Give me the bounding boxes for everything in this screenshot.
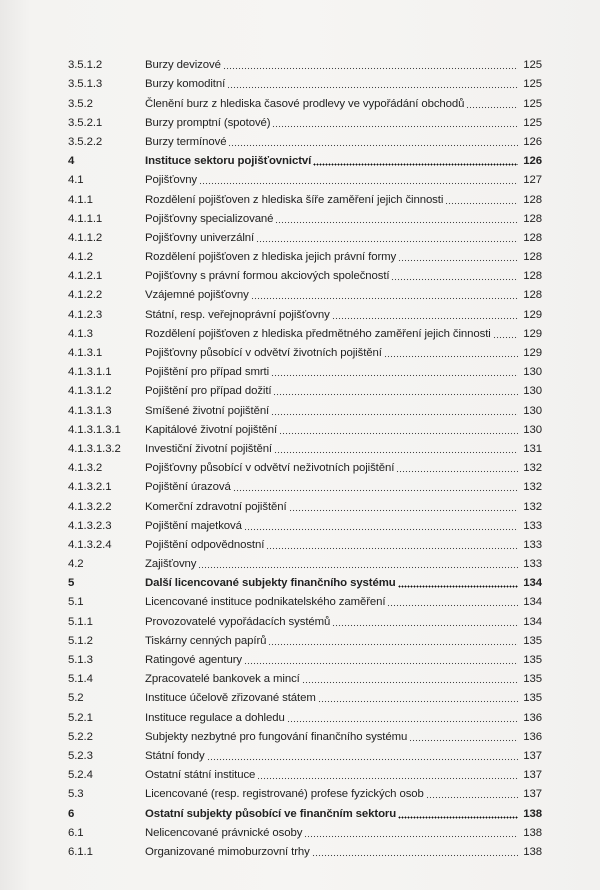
toc-row	[62, 322, 542, 341]
toc-title: Rozdělení pojišťoven z hlediska šíře zaměření jejich činnosti	[145, 193, 444, 206]
toc-entry	[145, 539, 542, 552]
toc-page-number: 125	[523, 78, 542, 91]
toc-entry	[145, 117, 542, 130]
dot-leader	[313, 163, 518, 166]
toc-row	[62, 379, 542, 398]
dot-leader	[332, 624, 518, 627]
toc-number: 4.1.2	[68, 251, 93, 264]
dot-leader	[223, 67, 518, 70]
toc-number: 4.1.2.2	[68, 289, 103, 302]
toc-entry	[145, 232, 542, 245]
toc-title: Státní fondy	[145, 749, 205, 762]
toc-entry	[145, 712, 542, 725]
toc-page-number: 131	[523, 442, 542, 455]
dot-leader	[199, 182, 518, 185]
toc-number: 5.2.1	[68, 711, 93, 724]
dot-leader	[332, 317, 518, 320]
dot-leader	[268, 643, 518, 646]
toc-title: Smíšené životní pojištění	[145, 404, 270, 417]
toc-page-number: 128	[523, 231, 542, 244]
toc-title: Pojišťovny specializované	[145, 212, 274, 225]
toc-entry	[145, 347, 542, 360]
dot-leader	[271, 413, 518, 416]
toc-row	[62, 437, 542, 456]
toc-title: Pojišťovny s právní formou akciových společností	[145, 270, 390, 283]
toc-page-number: 136	[523, 711, 542, 724]
dot-leader	[466, 106, 518, 109]
toc-title: Komerční zdravotní pojištění	[145, 500, 287, 513]
toc-number: 5.2.4	[68, 769, 93, 782]
toc-title: Pojištění majetková	[145, 519, 242, 532]
toc-number: 5	[68, 577, 75, 590]
toc-row	[62, 360, 542, 379]
toc-title: Instituce sektoru pojišťovnictví	[145, 155, 312, 168]
toc-row	[62, 609, 542, 628]
toc-row	[62, 705, 542, 724]
toc-entry	[145, 155, 542, 168]
toc-row	[62, 226, 542, 245]
toc-row	[62, 111, 542, 130]
toc-title: Kapitálové životní pojištění	[145, 423, 278, 436]
toc-number: 4.1.1	[68, 193, 93, 206]
toc-entry	[145, 750, 542, 763]
toc-page-number: 138	[523, 845, 542, 858]
toc-row	[62, 725, 542, 744]
dot-leader	[274, 451, 518, 454]
toc-page-number: 137	[523, 769, 542, 782]
toc-page-number: 129	[523, 347, 542, 359]
toc-entry	[145, 577, 542, 590]
toc-entry	[145, 673, 542, 686]
toc-title: Rozdělení pojišťoven z hlediska jejich právní formy	[145, 251, 397, 264]
dot-leader	[228, 144, 518, 147]
toc-number: 3.5.1.3	[68, 78, 103, 91]
toc-page-number: 128	[523, 193, 542, 206]
toc-entry	[145, 328, 542, 341]
toc-page-number: 129	[523, 308, 542, 321]
toc-chapter-row	[62, 571, 542, 590]
toc-number: 3.5.2.1	[68, 116, 103, 129]
toc-title: Licencované (resp. registrované) profese fyzických osob	[145, 788, 424, 801]
toc-page-number: 136	[523, 730, 542, 743]
toc-number: 4.1.3.2.2	[68, 500, 112, 513]
toc-page-number: 134	[523, 615, 542, 628]
dot-leader	[233, 489, 518, 492]
toc-page-number: 133	[523, 538, 542, 551]
toc-page-number: 128	[523, 212, 542, 225]
toc-entry	[145, 558, 542, 571]
dot-leader	[289, 509, 518, 512]
toc-entry	[145, 289, 542, 302]
toc-entry	[145, 654, 542, 667]
toc-row	[62, 514, 542, 533]
toc-entry	[145, 692, 542, 705]
toc-number: 5.2.3	[68, 749, 93, 762]
toc-row	[62, 686, 542, 705]
toc-number: 5.1.3	[68, 654, 93, 666]
toc-title: Instituce účelově zřizované státem	[145, 692, 316, 705]
toc-title: Subjekty nezbytné pro fungování finančního systému	[145, 730, 408, 743]
toc-title: Zajišťovny	[145, 558, 197, 571]
dot-leader	[409, 739, 518, 742]
toc-page-number: 132	[523, 481, 542, 494]
toc-number: 4.1	[68, 174, 84, 187]
toc-page-number: 128	[523, 289, 542, 302]
toc-number: 4.1.3.1.3.2	[68, 442, 121, 455]
toc-title: Ratingové agentury	[145, 654, 242, 666]
table-of-contents	[62, 53, 542, 859]
toc-entry	[145, 270, 542, 283]
toc-title: Vzájemné pojišťovny	[145, 289, 249, 302]
toc-entry	[145, 59, 542, 72]
toc-entry	[145, 385, 542, 398]
toc-page-number: 135	[523, 692, 542, 705]
toc-entry	[145, 788, 542, 801]
toc-entry	[145, 616, 542, 629]
dot-leader	[207, 758, 518, 761]
toc-page-number: 138	[523, 807, 542, 820]
toc-number: 6.1.1	[68, 845, 93, 858]
toc-page-number: 126	[523, 155, 542, 168]
toc-title: Organizované mimoburzovní trhy	[145, 845, 310, 858]
toc-title: Tiskárny cenných papírů	[145, 634, 267, 647]
toc-row	[62, 821, 542, 840]
toc-row	[62, 456, 542, 475]
toc-number: 4.1.3.2	[68, 462, 103, 475]
dot-leader	[384, 355, 518, 358]
toc-page-number: 128	[523, 251, 542, 264]
toc-number: 6.1	[68, 826, 84, 839]
toc-entry	[145, 251, 542, 264]
toc-title: Investiční životní pojištění	[145, 442, 272, 455]
dot-leader	[275, 221, 518, 224]
toc-entry	[145, 462, 542, 475]
toc-page-number: 135	[523, 634, 542, 647]
dot-leader	[256, 240, 518, 243]
toc-entry	[145, 846, 542, 859]
toc-number: 6	[68, 807, 75, 820]
toc-number: 5.3	[68, 788, 84, 801]
toc-title: Státní, resp. veřejnoprávní pojišťovny	[145, 308, 330, 321]
toc-title: Ostatní státní instituce	[145, 769, 256, 782]
toc-entry	[145, 405, 542, 418]
toc-title: Instituce regulace a dohledu	[145, 711, 285, 724]
toc-row	[62, 840, 542, 859]
toc-number: 4.1.2.3	[68, 308, 103, 321]
toc-number: 3.5.2.2	[68, 135, 103, 148]
toc-entry	[145, 366, 542, 379]
dot-leader	[273, 393, 518, 396]
toc-number: 5.1	[68, 596, 84, 609]
dot-leader	[198, 566, 518, 569]
toc-title: Pojištění pro případ smrti	[145, 366, 270, 379]
toc-page-number: 128	[523, 270, 542, 283]
dot-leader	[398, 816, 518, 819]
toc-entry	[145, 194, 542, 207]
toc-number: 5.1.4	[68, 673, 93, 686]
toc-page-number: 137	[523, 749, 542, 762]
toc-row	[62, 667, 542, 686]
toc-entry	[145, 309, 542, 322]
toc-page-number: 133	[523, 519, 542, 532]
toc-number: 4.2	[68, 558, 84, 571]
toc-number: 4	[68, 155, 75, 168]
toc-row	[62, 187, 542, 206]
dot-leader	[302, 681, 518, 684]
toc-row	[62, 744, 542, 763]
dot-leader	[304, 835, 518, 838]
toc-number: 4.1.2.1	[68, 270, 103, 283]
toc-row	[62, 552, 542, 571]
toc-page-number: 125	[523, 97, 542, 110]
toc-title: Nelicencované právnické osoby	[145, 826, 303, 839]
toc-page-number: 125	[523, 59, 542, 72]
toc-number: 3.5.1.2	[68, 59, 103, 72]
dot-leader	[266, 547, 518, 550]
toc-page-number: 125	[523, 116, 542, 129]
toc-row	[62, 590, 542, 609]
toc-row	[62, 207, 542, 226]
dot-leader	[251, 297, 518, 300]
dot-leader	[271, 374, 518, 377]
dot-leader	[398, 259, 518, 262]
toc-title: Zpracovatelé bankovek a mincí	[145, 673, 300, 686]
toc-entry	[145, 481, 542, 494]
toc-entry	[145, 827, 542, 840]
toc-entry	[145, 424, 542, 437]
toc-number: 4.1.3.1.3.1	[68, 423, 121, 436]
toc-entry	[145, 213, 542, 226]
toc-title: Burzy komoditní	[145, 78, 226, 91]
toc-chapter-row	[62, 801, 542, 820]
toc-row	[62, 283, 542, 302]
toc-title: Pojišťovny působící v odvětví neživotních pojištění	[145, 462, 395, 475]
toc-title: Pojišťovny univerzální	[145, 231, 255, 244]
dot-leader	[318, 700, 518, 703]
toc-entry	[145, 443, 542, 456]
toc-title: Pojištění pro případ dožití	[145, 385, 272, 398]
toc-entry	[145, 501, 542, 514]
toc-page-number: 130	[523, 366, 542, 379]
toc-title: Další licencované subjekty finančního systému	[145, 577, 396, 590]
toc-title: Členění burz z hlediska časové prodlevy ve vypořádání obchodů	[145, 97, 465, 110]
toc-number: 4.1.3.1.2	[68, 385, 112, 398]
toc-entry	[145, 174, 542, 187]
toc-entry	[145, 520, 542, 533]
dot-leader	[279, 432, 518, 435]
toc-entry	[145, 78, 542, 91]
dot-leader	[244, 662, 518, 665]
toc-entry	[145, 635, 542, 648]
toc-number: 4.1.3.1.1	[68, 366, 112, 379]
toc-entry	[145, 769, 542, 782]
toc-page-number: 135	[523, 654, 542, 666]
toc-title: Pojišťovny působící v odvětví životních pojištění	[145, 347, 382, 359]
toc-page-number: 127	[523, 174, 542, 187]
toc-row	[62, 53, 542, 72]
toc-chapter-row	[62, 149, 542, 168]
toc-title: Burzy termínové	[145, 135, 227, 148]
dot-leader	[398, 585, 518, 588]
dot-leader	[387, 604, 518, 607]
toc-page-number: 129	[523, 327, 542, 340]
toc-row	[62, 648, 542, 667]
dot-leader	[445, 202, 518, 205]
toc-page-number: 132	[523, 462, 542, 475]
toc-title: Licencované instituce podnikatelského zaměření	[145, 596, 386, 609]
toc-title: Burzy promptní (spotové)	[145, 116, 271, 129]
toc-row	[62, 494, 542, 513]
toc-page-number: 130	[523, 423, 542, 436]
dot-leader	[227, 86, 518, 89]
toc-page-number: 135	[523, 673, 542, 686]
toc-row	[62, 475, 542, 494]
toc-page-number: 134	[523, 577, 542, 590]
toc-row	[62, 398, 542, 417]
toc-row	[62, 533, 542, 552]
toc-number: 3.5.2	[68, 97, 93, 110]
toc-number: 4.1.3.2.3	[68, 519, 112, 532]
dot-leader	[287, 720, 518, 723]
toc-row	[62, 763, 542, 782]
toc-number: 5.1.1	[68, 615, 93, 628]
toc-number: 4.1.3	[68, 327, 93, 340]
toc-number: 4.1.1.1	[68, 212, 103, 225]
toc-row	[62, 72, 542, 91]
dot-leader	[257, 777, 518, 780]
toc-entry	[145, 136, 542, 149]
toc-page-number: 130	[523, 385, 542, 398]
toc-row	[62, 91, 542, 110]
toc-entry	[145, 596, 542, 609]
dot-leader	[312, 854, 518, 857]
toc-number: 5.2	[68, 692, 84, 705]
toc-row	[62, 264, 542, 283]
toc-number: 4.1.3.1.3	[68, 404, 112, 417]
toc-title: Provozovatelé vypořádacích systémů	[145, 615, 331, 628]
toc-page-number: 126	[523, 135, 542, 148]
toc-title: Pojištění odpovědnostní	[145, 538, 265, 551]
toc-page-number: 138	[523, 826, 542, 839]
toc-row	[62, 782, 542, 801]
dot-leader	[426, 796, 518, 799]
toc-number: 4.1.3.2.1	[68, 481, 112, 494]
dot-leader	[244, 528, 518, 531]
toc-entry	[145, 731, 542, 744]
toc-row	[62, 629, 542, 648]
toc-title: Rozdělení pojišťoven z hlediska předmětného zaměření jejich činnosti	[145, 327, 491, 340]
toc-page-number: 137	[523, 788, 542, 801]
toc-page-number: 134	[523, 596, 542, 609]
toc-page-number: 132	[523, 500, 542, 513]
toc-number: 5.2.2	[68, 730, 93, 743]
toc-row	[62, 341, 542, 360]
toc-title: Burzy devizové	[145, 59, 221, 72]
toc-page-number: 133	[523, 558, 542, 571]
toc-row	[62, 130, 542, 149]
toc-page-number: 130	[523, 404, 542, 417]
toc-title: Pojišťovny	[145, 174, 198, 187]
dot-leader	[272, 125, 518, 128]
toc-number: 4.1.3.2.4	[68, 538, 112, 551]
toc-row	[62, 418, 542, 437]
toc-entry	[145, 808, 542, 821]
toc-entry	[145, 98, 542, 111]
toc-title: Ostatní subjekty působící ve finančním sektoru	[145, 807, 397, 820]
toc-row	[62, 302, 542, 321]
dot-leader	[396, 470, 518, 473]
toc-number: 4.1.1.2	[68, 231, 103, 244]
dot-leader	[493, 336, 518, 339]
toc-title: Pojištění úrazová	[145, 481, 231, 494]
toc-number: 5.1.2	[68, 634, 93, 647]
toc-row	[62, 168, 542, 187]
toc-number: 4.1.3.1	[68, 347, 103, 359]
toc-row	[62, 245, 542, 264]
dot-leader	[391, 278, 518, 281]
